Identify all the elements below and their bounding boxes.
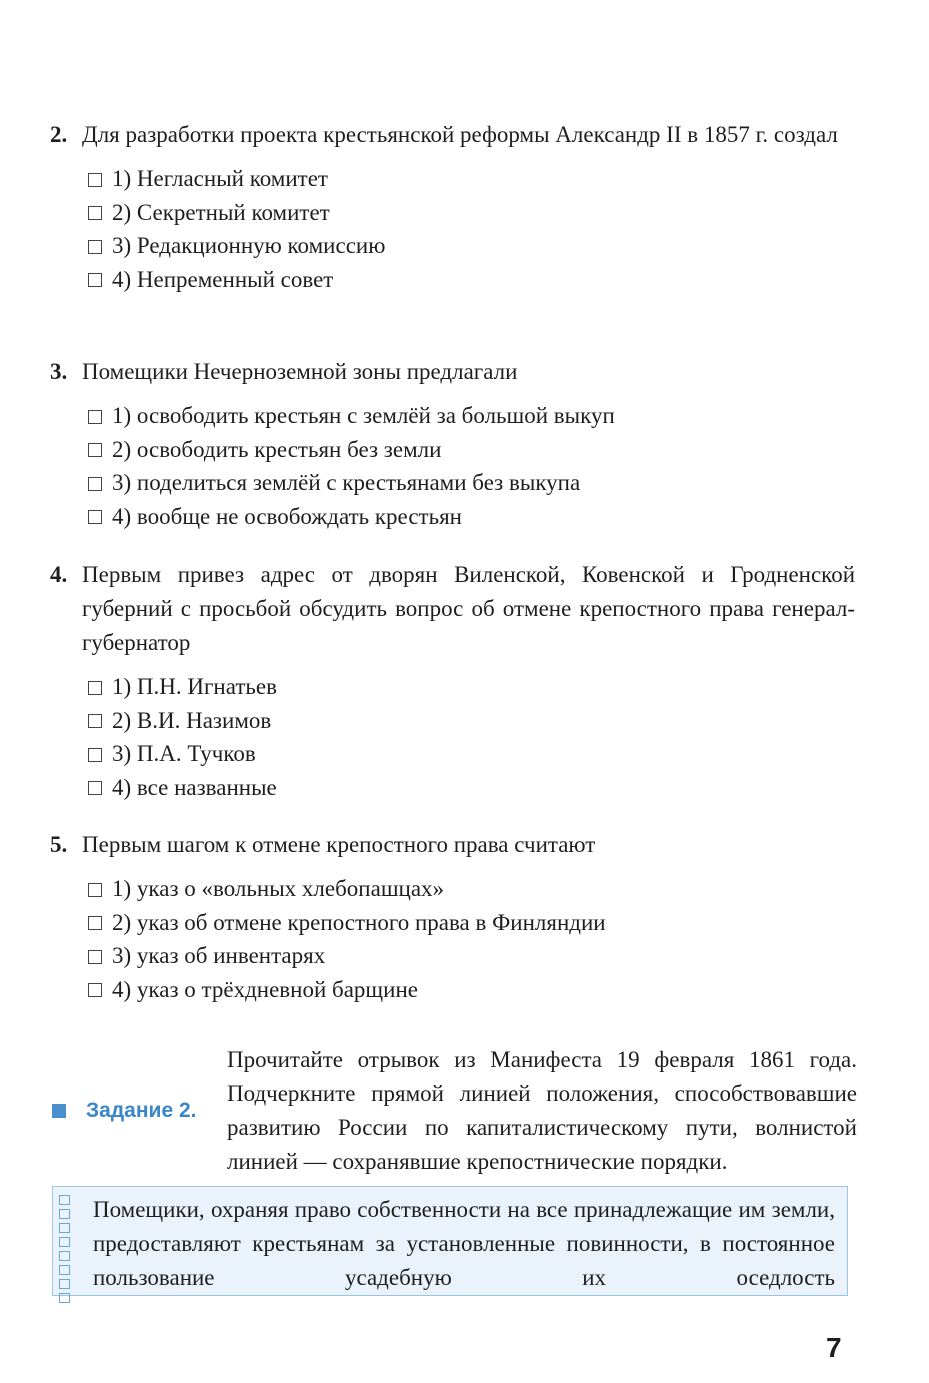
option-label: 4) указ о трёхдневной барщине [112, 976, 418, 1002]
square-bullet-icon [52, 1104, 66, 1118]
checkbox-icon[interactable] [88, 748, 102, 762]
option[interactable] [88, 466, 855, 500]
checkbox-icon[interactable] [88, 240, 102, 254]
checkbox-icon[interactable] [88, 273, 102, 287]
option-label: 4) вообще не освобождать крестьян [112, 503, 462, 529]
option-label: 4) все названные [112, 774, 277, 800]
option-label: 2) указ об отмене крепостного права в Финляндии [112, 909, 606, 935]
checkbox-icon[interactable] [88, 410, 102, 424]
task-label: Задание 2. [86, 1099, 197, 1122]
question-number: 3. [50, 359, 68, 384]
question-text: Помещики Нечерноземной зоны предлагали [82, 359, 518, 384]
option-label: 3) П.А. Тучков [112, 741, 256, 766]
question-text: Первым привез адрес от дворян Виленской, Ковенской и Гродненской губерний с просьбой обсудить вопрос об отмене крепостного права генерал-губернатор [82, 562, 855, 655]
options-list [88, 670, 855, 804]
question-text: Первым шагом к отмене крепостного права считают [82, 832, 596, 857]
checkbox-icon[interactable] [88, 916, 102, 930]
option-label: 1) П.Н. Игнатьев [112, 674, 277, 699]
excerpt-text: Помещики, охраняя право собственности на все принадлежащие им земли, предоставляют крестьянам за установленные повинности, в постоянное пользование усадебную их оседлость [93, 1197, 835, 1290]
question-number: 5. [50, 832, 68, 857]
option[interactable] [88, 399, 855, 433]
question-3 [50, 355, 855, 533]
option[interactable] [88, 263, 855, 297]
page-number: 7 [826, 1332, 842, 1363]
checkbox-icon[interactable] [88, 477, 102, 491]
task-instructions: Прочитайте отрывок из Манифеста 19 февраля 1861 года. Подчеркните прямой линией положения, способствовавшие развитию России по капиталистическому пути, волнистой линией — сохранявшие крепостнические порядки. [227, 1047, 857, 1174]
checkbox-icon[interactable] [88, 983, 102, 997]
task-heading [52, 1043, 227, 1179]
option-label: 1) указ о «вольных хлебопашцах» [112, 876, 445, 901]
option[interactable] [88, 229, 855, 263]
option[interactable] [88, 973, 855, 1007]
manifesto-excerpt [52, 1186, 848, 1296]
question-text: Для разработки проекта крестьянской реформы Александр II в 1857 г. создал [82, 122, 838, 147]
checkbox-icon[interactable] [88, 950, 102, 964]
checkbox-icon[interactable] [88, 510, 102, 524]
options-list [88, 399, 855, 533]
option[interactable] [88, 500, 855, 534]
question-4 [50, 558, 855, 804]
checkbox-icon[interactable] [88, 781, 102, 795]
option-label: 1) Негласный комитет [112, 166, 328, 191]
option-label: 2) В.И. Назимов [112, 707, 272, 733]
question-number: 4. [50, 562, 68, 587]
option-label: 1) освободить крестьян с землёй за большой выкуп [112, 403, 615, 428]
question-number: 2. [50, 122, 68, 147]
option[interactable] [88, 670, 855, 704]
checkbox-icon[interactable] [88, 173, 102, 187]
option-label: 3) поделиться землёй с крестьянами без выкупа [112, 470, 581, 495]
checkbox-icon[interactable] [88, 883, 102, 897]
checkbox-icon[interactable] [88, 206, 102, 220]
option[interactable] [88, 196, 855, 230]
option[interactable] [88, 737, 855, 771]
checkbox-icon[interactable] [88, 443, 102, 457]
option[interactable] [88, 433, 855, 467]
options-list [88, 162, 855, 296]
option[interactable] [88, 872, 855, 906]
task-2 [52, 1043, 857, 1179]
option-label: 3) Редакционную комиссию [112, 233, 386, 258]
option[interactable] [88, 162, 855, 196]
question-5 [50, 828, 855, 1006]
option[interactable] [88, 704, 855, 738]
option[interactable] [88, 906, 855, 940]
checkbox-icon[interactable] [88, 714, 102, 728]
decorative-squares-icon [59, 1195, 73, 1303]
option[interactable] [88, 939, 855, 973]
option-label: 2) Секретный комитет [112, 199, 330, 225]
options-list [88, 872, 855, 1006]
checkbox-icon[interactable] [88, 681, 102, 695]
option-label: 3) указ об инвентарях [112, 943, 326, 968]
option[interactable] [88, 771, 855, 805]
option-label: 4) Непременный совет [112, 266, 334, 292]
option-label: 2) освободить крестьян без земли [112, 436, 442, 462]
question-2 [50, 118, 855, 296]
